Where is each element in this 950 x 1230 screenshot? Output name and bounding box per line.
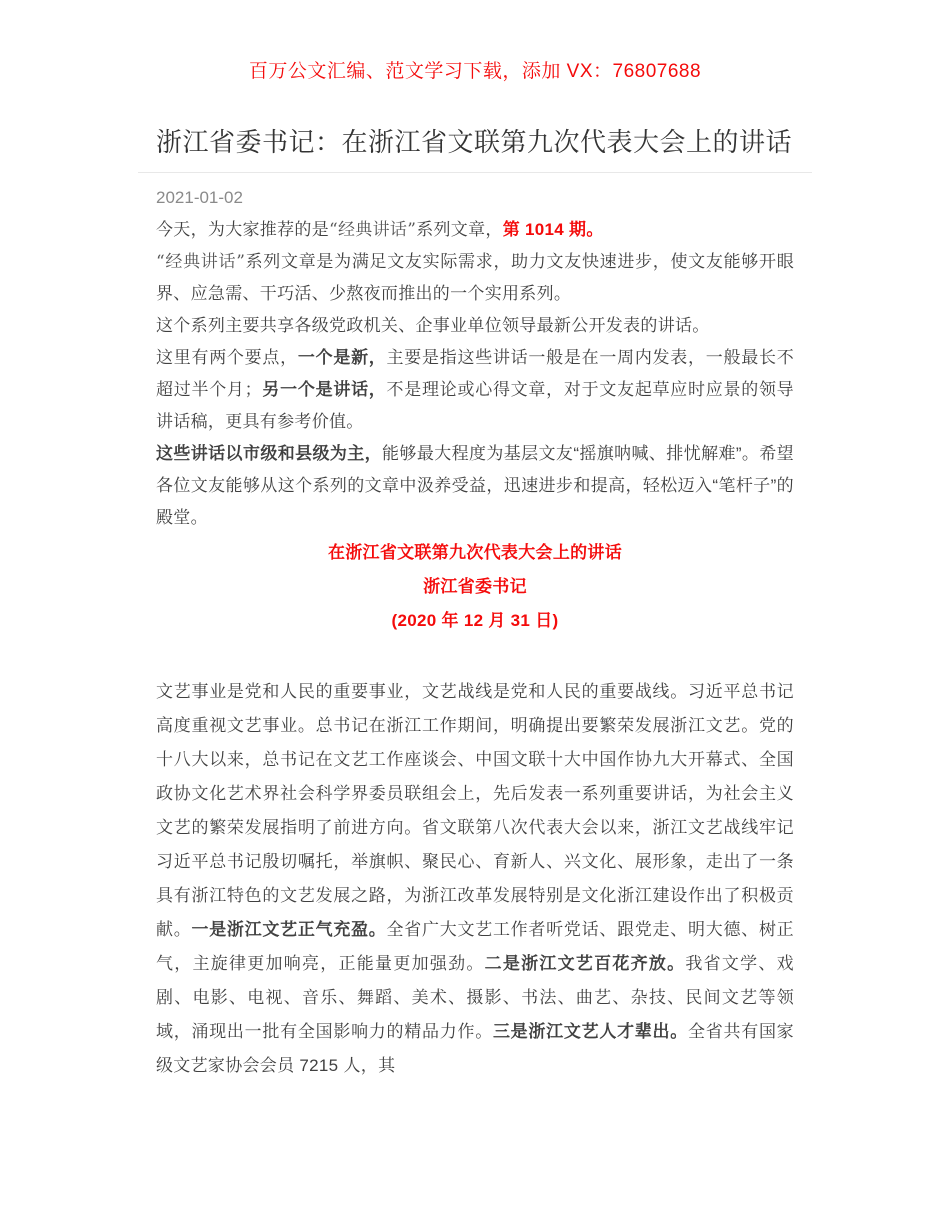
kaiti-quote-text: “经典讲话” — [329, 220, 417, 240]
text-run: 不是理论或心得文章，对于文友起草应时应景的领导讲话稿，更具有参考价值。 — [156, 380, 794, 431]
bold-text: 三是浙江文艺人才辈出。 — [492, 1022, 689, 1041]
highlight-red-text: 第 1014 期。 — [502, 220, 604, 239]
paragraph — [156, 214, 794, 246]
text-run: 这里有两个要点， — [156, 348, 298, 367]
text-run: 全省共有国家级文艺家协会会员 7215 人，其 — [156, 1022, 794, 1075]
text-run: 全省广大文艺工作者听党话、跟党走、明大德、树正气，主旋律更加响亮，正能量更加强劲。 — [156, 920, 794, 973]
article-container — [138, 125, 812, 1083]
speech-body-section — [156, 675, 794, 1083]
text-run: 这个系列主要共享各级党政机关、企事业单位领导最新公开发表的讲话。 — [156, 316, 710, 335]
paragraph — [156, 310, 794, 342]
speech-date-line: (2020 年 12 月 31 日) — [391, 611, 559, 630]
intro-section — [156, 214, 794, 534]
paragraph — [156, 438, 794, 534]
publish-date: 2021-01-02 — [156, 188, 243, 207]
paragraph — [156, 342, 794, 438]
paragraph — [156, 675, 794, 1083]
paragraph — [156, 246, 794, 310]
article-content — [156, 214, 794, 1083]
text-run: 主要是指这些讲话一般是在一周内发表，一般最长不超过半个月； — [156, 348, 794, 399]
bold-text: 一个是新， — [297, 348, 387, 367]
title-divider — [138, 172, 812, 173]
bold-text: 二是浙江文艺百花齐放。 — [484, 954, 686, 973]
bold-text: 另一个是讲话， — [261, 380, 387, 399]
text-run: 文艺事业是党和人民的重要事业，文艺战线是党和人民的重要战线。习近平总书记高度重视文艺事业。总书记在浙江工作期间，明确提出要繁荣发展浙江文艺。党的十八大以来，总书记在文艺工作座谈会、中国文联十大中国作协九大开幕式、全国政协文化艺术界社会科学界委员联组会上，先后发表一系列重要讲话，为社会主义文艺的繁荣发展指明了前进方向。省文联第八次代表大会以来，浙江文艺战线牢记习近平总书记殷切嘱托，举旗帜、聚民心、育新人、兴文化、展形象，走出了一条具有浙江特色的文艺发展之路，为浙江改革发展特别是文化浙江建设作出了积极贡献。 — [156, 682, 794, 939]
speech-heading-block — [156, 536, 794, 638]
kaiti-quote-text: “经典讲话” — [156, 252, 246, 272]
text-run: 我省文学、戏剧、电影、电视、音乐、舞蹈、美术、摄影、书法、曲艺、杂技、民间文艺等领域，涌现出一批有全国影响力的精品力作。 — [156, 954, 794, 1041]
promo-banner: 百万公文汇编、范文学习下载，添加 VX：76807688 — [248, 61, 702, 82]
bold-text: 这些讲话以市级和县级为主， — [156, 444, 383, 463]
text-run: 系列文章是为满足文友实际需求，助力文友快速进步，使文友能够开眼界、应急需、干巧活、少熬夜而推出的一个实用系列。 — [156, 252, 794, 303]
speech-author-line: 浙江省委书记 — [423, 577, 527, 596]
bold-text: 一是浙江文艺正气充盈。 — [191, 920, 387, 939]
text-run: 系列文章， — [416, 220, 503, 239]
text-run: 今天，为大家推荐的是 — [156, 220, 329, 239]
article-title: 浙江省委书记：在浙江省文联第九次代表大会上的讲话 — [156, 127, 793, 157]
text-run: 能够最大程度为基层文友“摇旗呐喊、排忧解难”。希望各位文友能够从这个系列的文章中汲养受益，迅速进步和提高，轻松迈入“笔杆子”的殿堂。 — [156, 444, 794, 527]
speech-title-line: 在浙江省文联第九次代表大会上的讲话 — [327, 543, 623, 562]
